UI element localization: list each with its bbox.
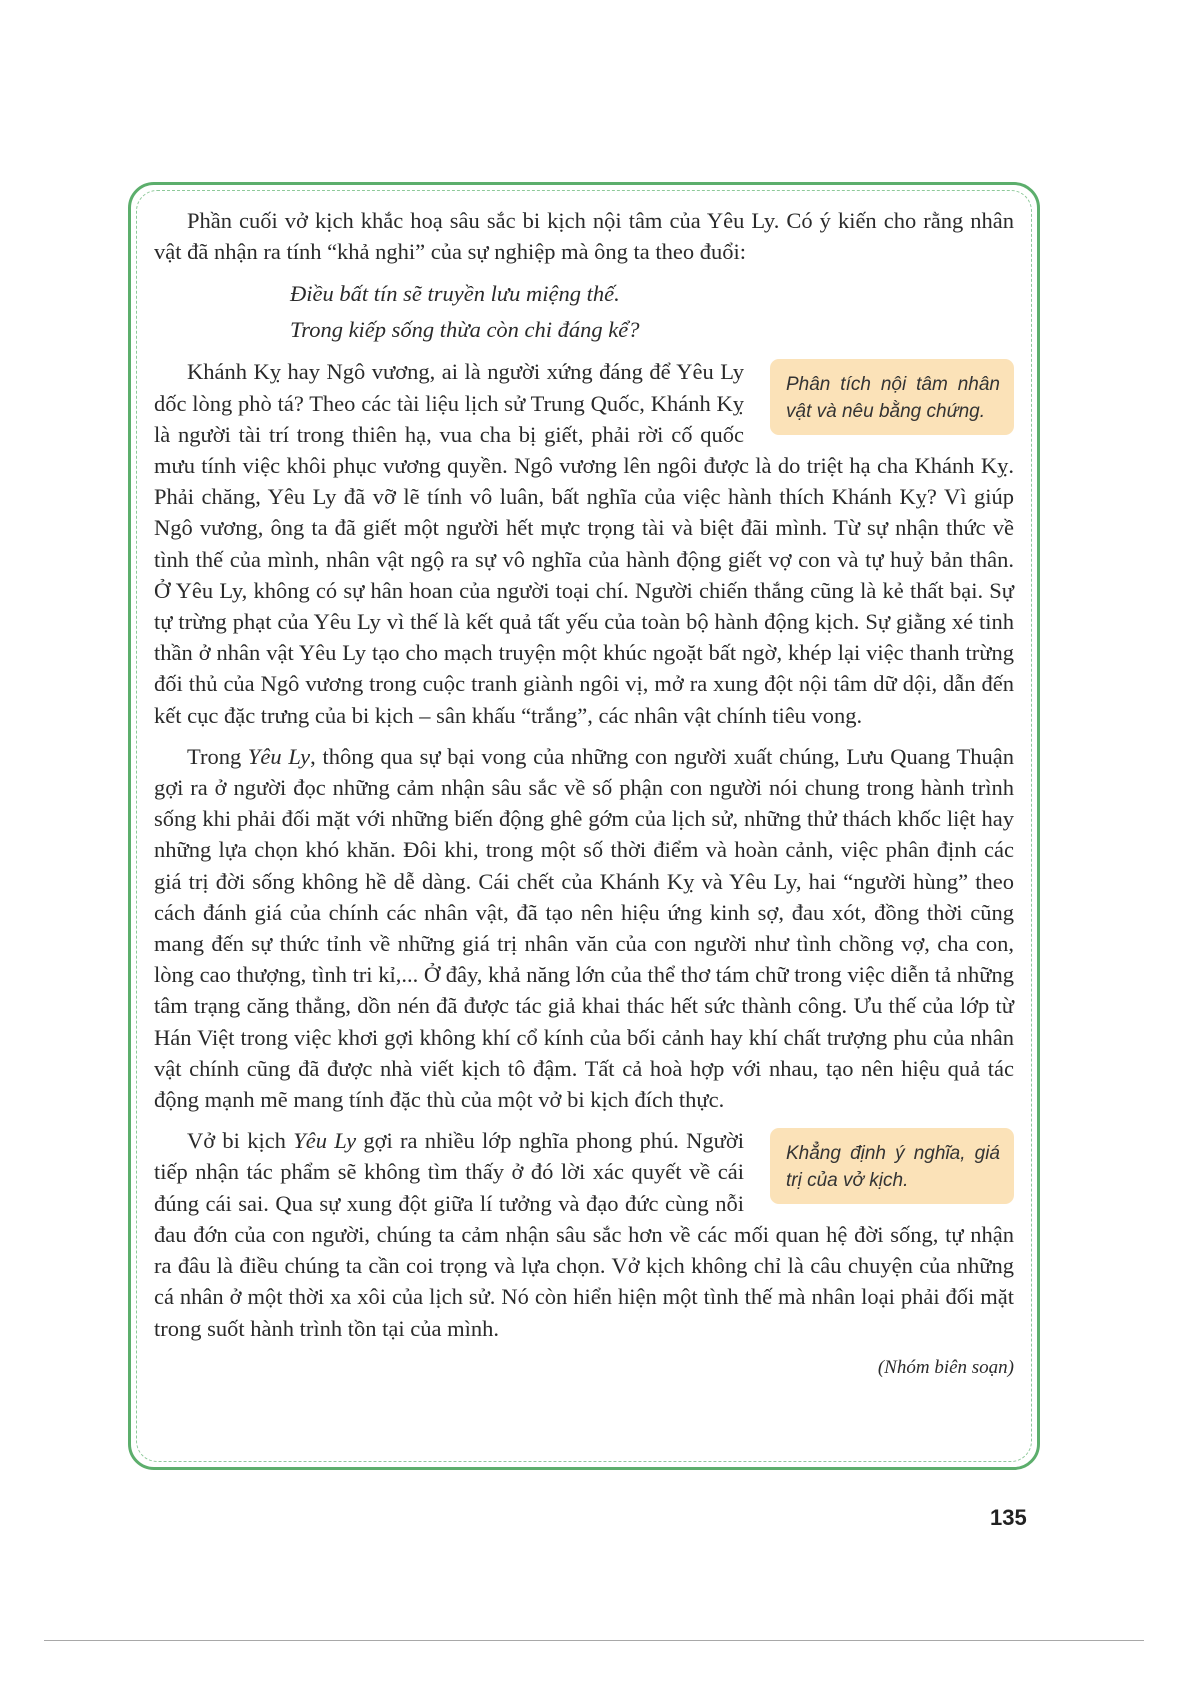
- paragraph-4-text: gợi ra nhiều lớp nghĩa phong phú. Người tiếp nhận tác phẩm sẽ không tìm thấy ở đó lời xác quyết về cái đúng cái sai. Qua sự xung đột giữa lí tưởng và đạo đức cùng nỗi đau đớn của con người, chúng ta cảm nhận sâu sắc hơn về các mối quan hệ đời sống, tự nhận ra đâu là điều chúng ta cần coi trọng và lựa chọn. Vở kịch không chỉ là câu chuyện của những cá nhân ở một thời xa xôi của lịch sử. Nó còn hiển hiện một tình thế mà nhân loại phải đối mặt trong suốt hành trình tồn tại của mình.: [154, 1128, 1014, 1341]
- paragraph-3-text: , thông qua sự bại vong của những con người xuất chúng, Lưu Quang Thuận gợi ra ở người đọc những cảm nhận sâu sắc về số phận con người nói chung trong hành trình sống khi phải đối mặt với những biến động ghê gớm của lịch sử, những thử thách khốc liệt hay những lựa chọn khó khăn. Đôi khi, trong một số thời điểm và hoàn cảnh, việc phân định các giá trị đời sống không hề dễ dàng. Cái chết của Khánh Kỵ và Yêu Ly, hai “người hùng” theo cách đánh giá của chính các nhân vật, đã tạo nên hiệu ứng kinh sợ, đau xót, đồng thời cũng mang đến sự thức tỉnh về những giá trị nhân văn của con người như tình chồng vợ, cha con, lòng cao thượng, tình tri kỉ,... Ở đây, khả năng lớn của thể thơ tám chữ trong việc diễn tả những tâm trạng căng thẳng, dồn nén đã được tác giả khai thác hết sức thành công. Ưu thế của lớp từ Hán Việt trong việc khơi gợi không khí cổ kính của bối cảnh hay khí chất trượng phu của nhân vật chính cũng đã được nhà viết kịch tô đậm. Tất cả hoà hợp với nhau, tạo nên hiệu quả tác động mạnh mẽ mang tính đặc thù của một vở bi kịch đích thực.: [154, 743, 1014, 1113]
- verse-line-1: Điều bất tín sẽ truyền lưu miệng thế.: [290, 281, 620, 307]
- source-credit: (Nhóm biên soạn): [877, 1356, 1014, 1378]
- paragraph-4-pre: Vở bi kịch: [187, 1128, 294, 1154]
- paragraph-2-text: Khánh Kỵ hay Ngô vương, ai là người xứng đáng để Yêu Ly dốc lòng phò tá? Theo các tài liệu lịch sử Trung Quốc, Khánh Kỵ là người tài trí trong thiên hạ, vua cha bị giết, phải rời cố quốc mưu tính việc khôi phục vương quyền. Ngô vương lên ngôi được là do triệt hạ cha Khánh Kỵ. Phải chăng, Yêu Ly đã vỡ lẽ tính vô luân, bất nghĩa của việc hành thích Khánh Kỵ? Vì giúp Ngô vương, ông ta đã giết một người hết mực trọng tài và biệt đãi mình. Từ sự nhận thức về tình thế của mình, nhân vật ngộ ra sự vô nghĩa của hành động giết vợ con và tự huỷ bản thân. Ở Yêu Ly, không có sự hân hoan của người toại chí. Người chiến thắng cũng là kẻ thất bại. Sự tự trừng phạt của Yêu Ly vì thế là kết quả tất yếu của toàn bộ hành động kịch. Sự giằng xé tinh thần ở nhân vật Yêu Ly tạo cho mạch truyện một khúc ngoặt bất ngờ, khép lại việc thanh trừng đối thủ của Ngô vương trong cuộc tranh giành ngôi vị, mở ra xung đột nội tâm dữ dội, dẫn đến kết cục đặc trưng của bi kịch – sân khấu “trắng”, các nhân vật chính tiêu vong.: [154, 359, 1014, 728]
- work-title: Yêu Ly: [247, 743, 311, 769]
- side-note-1: Phân tích nội tâm nhân vật và nêu bằng chứng.: [770, 359, 1014, 435]
- paragraph-3: [154, 741, 1014, 1115]
- paragraph-1: Phần cuối vở kịch khắc hoạ sâu sắc bi kịch nội tâm của Yêu Ly. Có ý kiến cho rằng nhân vật đã nhận ra tính “khả nghi” của sự nghiệp mà ông ta theo đuổi:: [154, 208, 1014, 265]
- verse-quote: [290, 276, 1014, 348]
- article-body: [154, 205, 1014, 1383]
- side-note-2: Khẳng định ý nghĩa, giá trị của vở kịch.: [770, 1128, 1014, 1204]
- paragraph-4: [154, 1125, 1014, 1343]
- work-title: Yêu Ly: [293, 1128, 357, 1154]
- page-number: 135: [990, 1505, 1027, 1530]
- paragraph-2: [154, 356, 1014, 730]
- verse-line-2: Trong kiếp sống thừa còn chi đáng kể?: [290, 317, 640, 343]
- paragraph-3-pre: Trong: [187, 743, 248, 769]
- bottom-rule: [44, 1640, 1144, 1641]
